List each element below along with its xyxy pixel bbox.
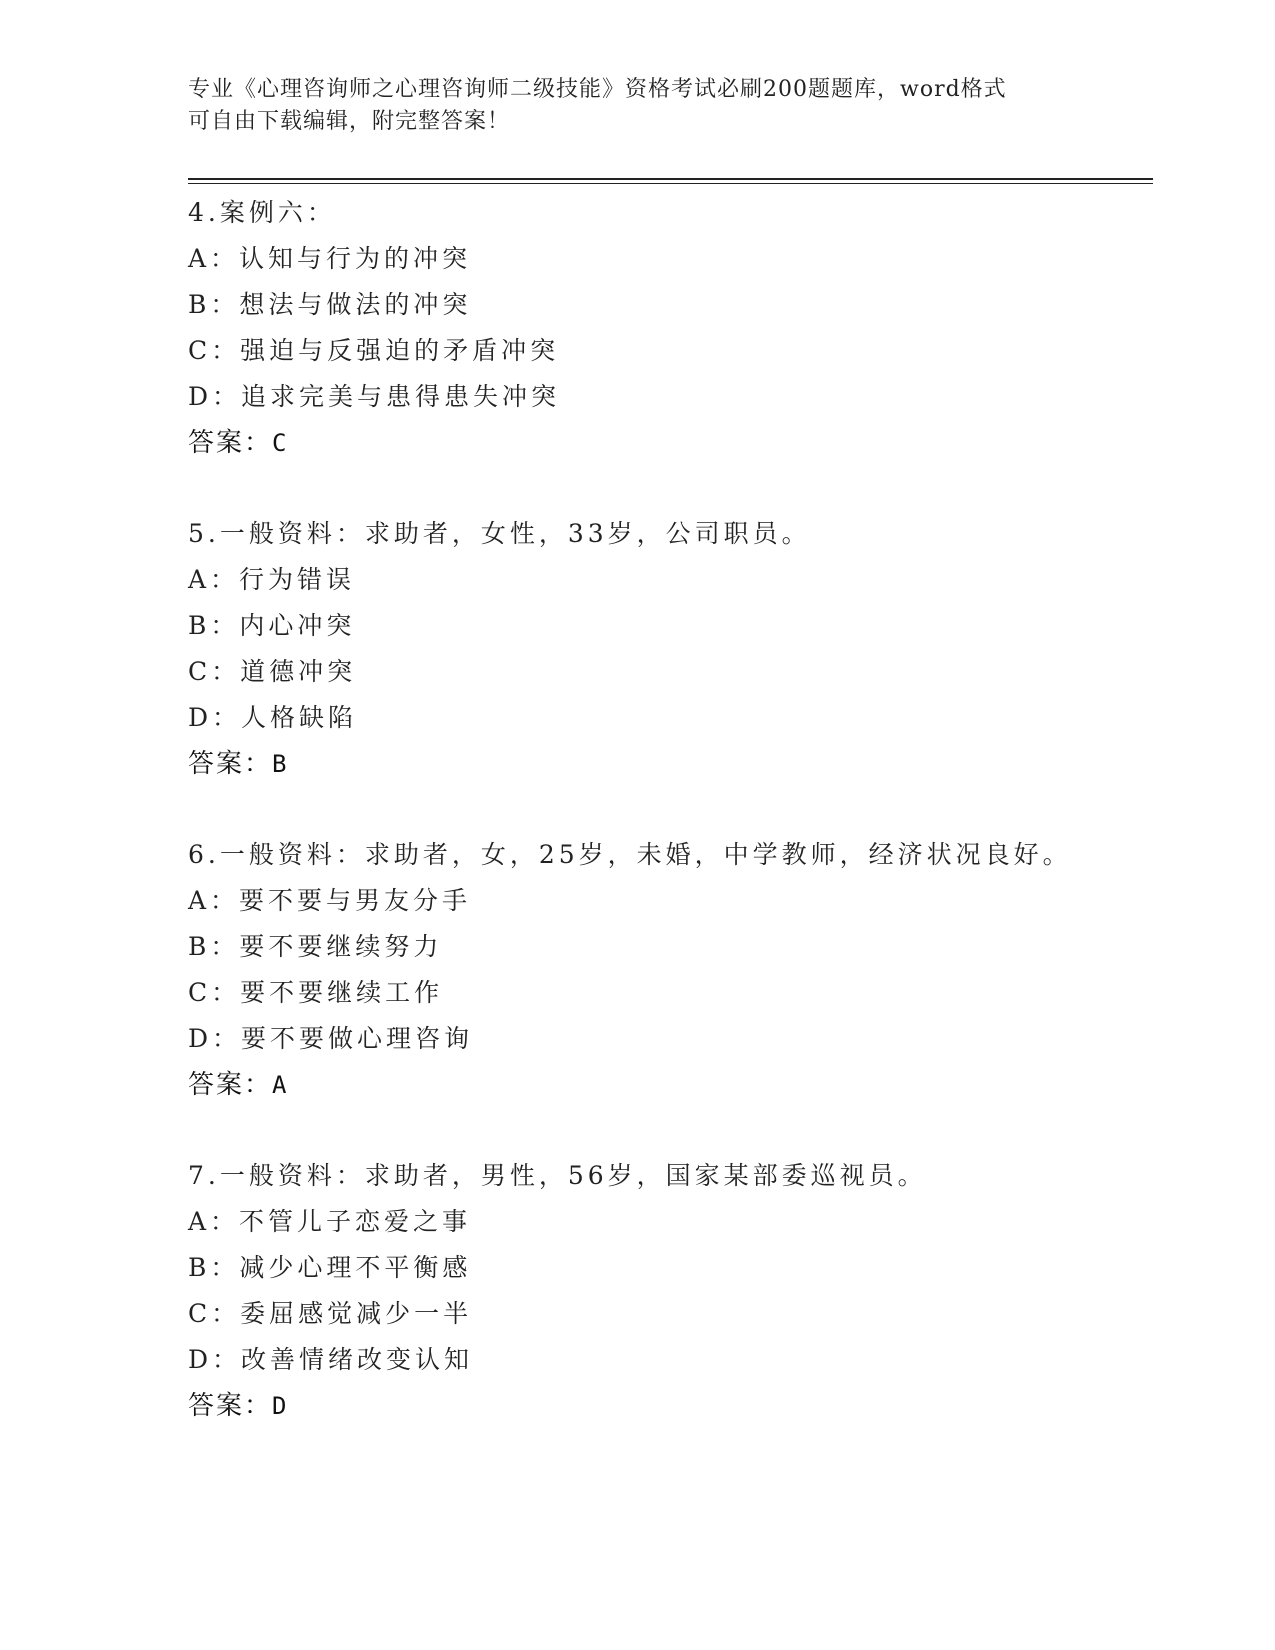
question-7 [188,1153,1138,1429]
header-divider-thin [188,183,1153,184]
option-c: C：强迫与反强迫的矛盾冲突 [188,336,560,365]
answer-line [188,1062,1138,1108]
answer-value: B [272,750,287,778]
answer-line [188,420,1138,466]
question-list [188,190,1138,1474]
answer-label: 答案： [188,749,273,779]
option-b: B：内心冲突 [188,611,356,640]
option-a: A：行为错误 [188,565,356,594]
question-6 [188,832,1138,1108]
answer-line [188,741,1138,787]
option-b: B：想法与做法的冲突 [188,290,472,319]
option-a: A：不管儿子恋爱之事 [188,1207,472,1236]
question-stem: 6.一般资料：求助者，女，25岁，未婚，中学教师，经济状况良好。 [188,840,1072,869]
answer-label: 答案： [188,1070,273,1100]
option-d: D：人格缺陷 [188,703,358,732]
option-c: C：委屈感觉减少一半 [188,1299,473,1328]
answer-value: A [272,1071,287,1099]
header-divider-thick [188,178,1153,180]
answer-value: D [272,1392,287,1420]
question-stem: 5.一般资料：求助者，女性，33岁，公司职员。 [188,519,811,548]
option-d: D：改善情绪改变认知 [188,1345,474,1374]
header-line-1: 专业《心理咨询师之心理咨询师二级技能》资格考试必刷200题题库，word格式 [188,77,1007,102]
answer-line [188,1383,1138,1429]
answer-value: C [272,429,287,457]
document-header [188,74,1068,138]
question-stem: 7.一般资料：求助者，男性，56岁，国家某部委巡视员。 [188,1161,927,1190]
option-c: C：要不要继续工作 [188,978,444,1007]
question-stem: 4.案例六： [188,198,336,227]
option-a: A：要不要与男友分手 [188,886,472,915]
answer-label: 答案： [188,428,273,458]
option-b: B：要不要继续努力 [188,932,443,961]
option-d: D：要不要做心理咨询 [188,1024,474,1053]
answer-label: 答案： [188,1391,273,1421]
option-d: D：追求完美与患得患失冲突 [188,382,561,411]
option-a: A：认知与行为的冲突 [188,244,472,273]
option-b: B：减少心理不平衡感 [188,1253,472,1282]
option-c: C：道德冲突 [188,657,357,686]
question-5 [188,511,1138,787]
header-line-2: 可自由下载编辑，附完整答案！ [188,109,511,134]
question-4 [188,190,1138,466]
